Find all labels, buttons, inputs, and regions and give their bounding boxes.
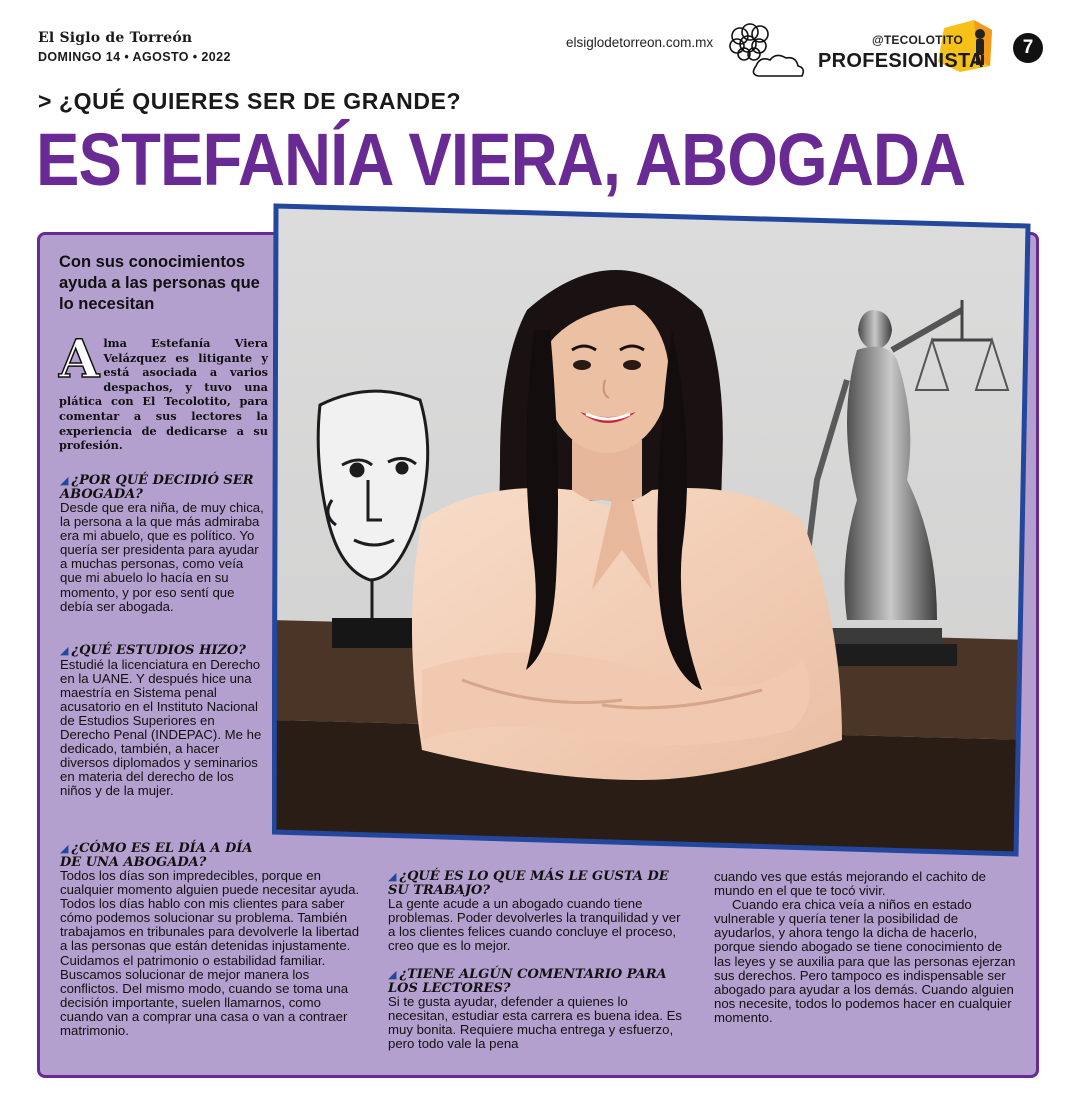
qa-answer-1: Desde que era niña, de muy chica, la persona a la que más admiraba era mi abuelo, que es político. Yo quería ser presidenta para ayudar a muchas personas, como veía que mi abuelo lo hacía en su momento, y por eso sentí que debía ser abogada.	[60, 500, 264, 614]
triangle-icon: ◢	[388, 870, 397, 883]
section-kicker: > ¿QUÉ QUIERES SER DE GRANDE?	[38, 88, 462, 114]
masthead: El Siglo de Torreón	[38, 30, 193, 46]
dateline: DOMINGO 14 • AGOSTO • 2022	[38, 50, 231, 64]
qa-question-5: ◢ ¿TIENE ALGÚN COMENTARIO PARA LOS LECTORES?	[388, 967, 667, 996]
lawyer-portrait-photo	[272, 200, 1032, 858]
qa-question-2: ◢ ¿QUÉ ESTUDIOS HIZO?	[60, 643, 246, 658]
triangle-icon: ◢	[60, 842, 69, 855]
qa-answer-4: La gente acude a un abogado cuando tiene problemas. Poder devolverles la tranquilidad y ver a los clientes felices cuando concluye el proceso, creo que es lo mejor.	[388, 896, 681, 954]
qa-block-1	[60, 474, 268, 614]
continuation-text-2: Cuando era chica veía a niños en estado vulnerable y quería tener la posibilidad de ayudarlos, y ahora tengo la dicha de hacerlo, porque siendo abogado se tiene conocimiento de las leyes y se auxilia para que las personas ejerzan sus derechos. Pero tampoco es indispensable ser abogado para ayudar a los demás. Cuando alguien nos necesite, todos lo podemos hacer en cualquier momento.	[714, 897, 1016, 1025]
intro-dropcap: A	[59, 329, 100, 390]
qa-block-4	[388, 870, 690, 953]
qa-answer-3: Todos los días son impredecibles, porque en cualquier momento alguien puede necesitar ayuda. Todos los días hablo con mis clientes para saber cómo podemos solucionar su problema. También trabajamos en tribunales para devolverle la libertad a las personas que están detenidas injustamente. Cuidamos el patrimonio o estabilidad familiar. Buscamos solucionar de mejor manera los conflictos. Del mismo modo, cuando se toma una decisión importante, suelen llamarnos, como cuando van a comprar una casa o van a contraer matrimonio.	[60, 868, 360, 1039]
qa-block-3	[60, 842, 362, 1038]
qa-block-5	[388, 968, 690, 1051]
triangle-icon: ◢	[60, 474, 69, 487]
brand-section-title: PROFESIONISTA	[818, 50, 984, 72]
triangle-icon: ◢	[60, 644, 69, 657]
continuation-text-1: cuando ves que estás mejorando el cachito de mundo en el que te tocó vivir.	[714, 869, 986, 899]
page-number-badge: 7	[1013, 33, 1043, 63]
qa-answer-2: Estudié la licenciatura en Derecho en la UANE. Y después hice una maestría en Sistema penal acusatorio en el Instituto Nacional de Estudios Superiores en Derecho Penal (INDEPAC). Me he dedicado, también, a hacer diversos diplomados y seminarios en materia del derecho de los niños y de la mujer.	[60, 656, 262, 799]
qa-question-1: ◢ ¿POR QUÉ DECIDIÓ SER ABOGADA?	[60, 473, 254, 502]
article-intro	[59, 329, 268, 453]
triangle-icon: ◢	[388, 968, 397, 981]
article-deck: Con sus conocimientos ayuda a las personas que lo necesitan	[59, 253, 260, 313]
article-headline: ESTEFANÍA VIERA, ABOGADA	[36, 118, 966, 201]
continuation-column	[714, 870, 1016, 1025]
qa-block-2	[60, 644, 268, 798]
qa-question-3: ◢ ¿CÓMO ES EL DÍA A DÍA DE UNA ABOGADA?	[60, 841, 253, 870]
website-url[interactable]: elsiglodetorreon.com.mx	[566, 35, 714, 50]
intro-text: lma Estefanía Viera Velázquez es litigante y está asociada a varios despachos, y tuvo una plática con El Tecolotito, para comentar a sus lectores la experiencia de dedicarse a su profesión.	[59, 336, 268, 453]
qa-question-4: ◢ ¿QUÉ ES LO QUE MÁS LE GUSTA DE SU TRABAJO?	[388, 869, 669, 898]
brand-handle: @TECOLOTITO	[872, 33, 964, 47]
qa-answer-5: Si te gusta ayudar, defender a quienes lo necesitan, estudiar esta carrera es buena idea. Es muy bonita. Requiere mucha entrega y esfuerzo, pero todo vale la pena	[388, 994, 682, 1052]
owl-cloud-logo-icon	[726, 22, 808, 78]
